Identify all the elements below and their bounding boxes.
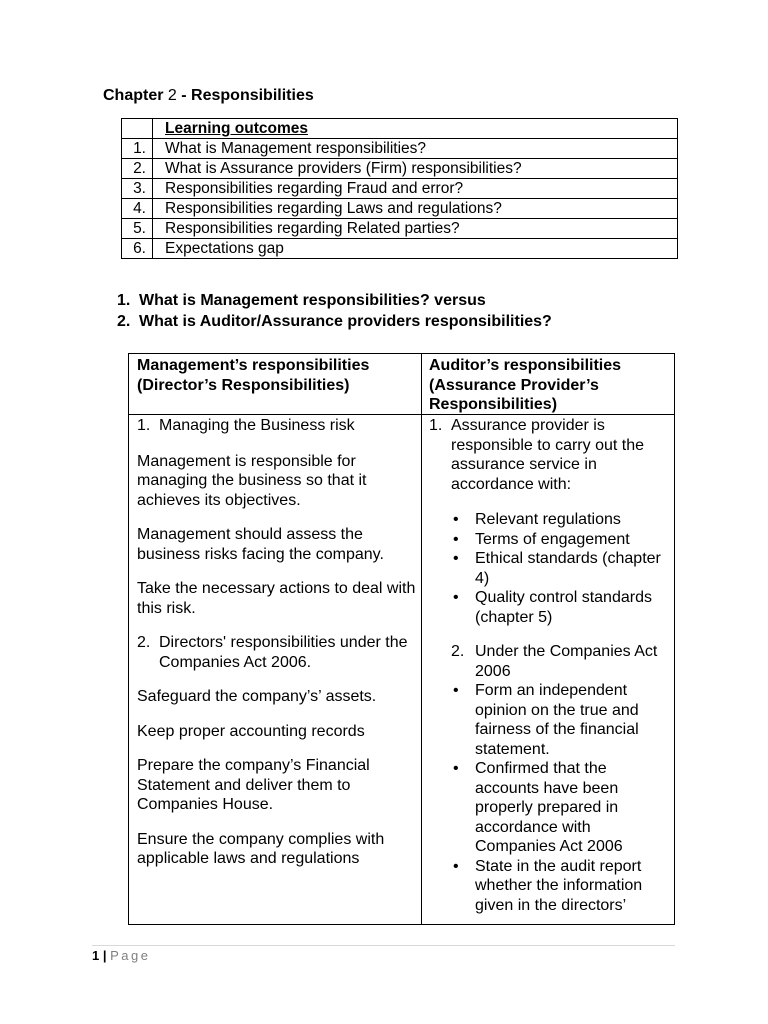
- page-number: 1: [92, 948, 100, 963]
- bullet-item: • Ethical standards (chapter 4): [429, 549, 674, 588]
- responsibilities-table: [128, 353, 675, 925]
- list-item: 1. Assurance provider is responsible to carry out the assurance service in accordance with:: [429, 417, 644, 493]
- management-column: [137, 416, 417, 869]
- page-footer: 1 | Page: [92, 948, 151, 963]
- table-row: 5. Responsibilities regarding Related parties?: [122, 219, 678, 239]
- bullet-item: • Form an independent opinion on the true and fairness of the financial statement.: [429, 681, 674, 759]
- question-list: [117, 290, 552, 332]
- table-row: 6. Expectations gap: [122, 239, 678, 259]
- list-item: 1. What is Management responsibilities? versus: [117, 292, 486, 309]
- paragraph: Keep proper accounting records: [137, 722, 365, 740]
- footer-divider: [92, 945, 675, 946]
- learning-outcomes-header: Learning outcomes: [153, 119, 678, 139]
- auditor-column-header: Auditor’s responsibilities (Assurance Provider’s Responsibilities): [429, 357, 622, 413]
- page-label: Page: [110, 948, 151, 963]
- table-row: 3. Responsibilities regarding Fraud and error?: [122, 179, 678, 199]
- paragraph: Management should assess the business risks facing the company.: [137, 526, 384, 563]
- page-title: Chapter 2 - Responsibilities: [103, 87, 314, 104]
- bullet-item: • Quality control standards (chapter 5): [429, 588, 674, 627]
- table-row: 2. What is Assurance providers (Firm) responsibilities?: [122, 159, 678, 179]
- table-row: 4. Responsibilities regarding Laws and regulations?: [122, 199, 678, 219]
- auditor-column: [429, 416, 674, 915]
- list-item: 1. Managing the Business risk: [137, 417, 355, 434]
- list-item: 2. Under the Companies Act 2006: [451, 643, 658, 680]
- list-item: 2. Directors' responsibilities under the Companies Act 2006.: [137, 634, 408, 671]
- bullet-item: • Relevant regulations: [429, 510, 674, 530]
- bullet-item: • Confirmed that the accounts have been properly prepared in accordance with Companies Act 2006: [429, 759, 674, 857]
- bullet-item: • State in the audit report whether the information given in the directors’: [429, 857, 674, 916]
- paragraph: Safeguard the company’s’ assets.: [137, 688, 377, 705]
- paragraph: Take the necessary actions to deal with this risk.: [137, 580, 416, 617]
- paragraph: Ensure the company complies with applicable laws and regulations: [137, 830, 385, 867]
- management-column-header: Management’s responsibilities (Director’s Responsibilities): [137, 357, 370, 394]
- table-row: [122, 119, 678, 139]
- table-row: 1. What is Management responsibilities?: [122, 139, 678, 159]
- bullet-item: • Terms of engagement: [429, 530, 674, 550]
- learning-outcomes-table: [121, 118, 678, 259]
- list-item: 2. What is Auditor/Assurance providers responsibilities?: [117, 313, 552, 330]
- paragraph: Prepare the company’s Financial Statement and deliver them to Companies House.: [137, 757, 370, 813]
- paragraph: Management is responsible for managing the business so that it achieves its objectives.: [137, 452, 367, 509]
